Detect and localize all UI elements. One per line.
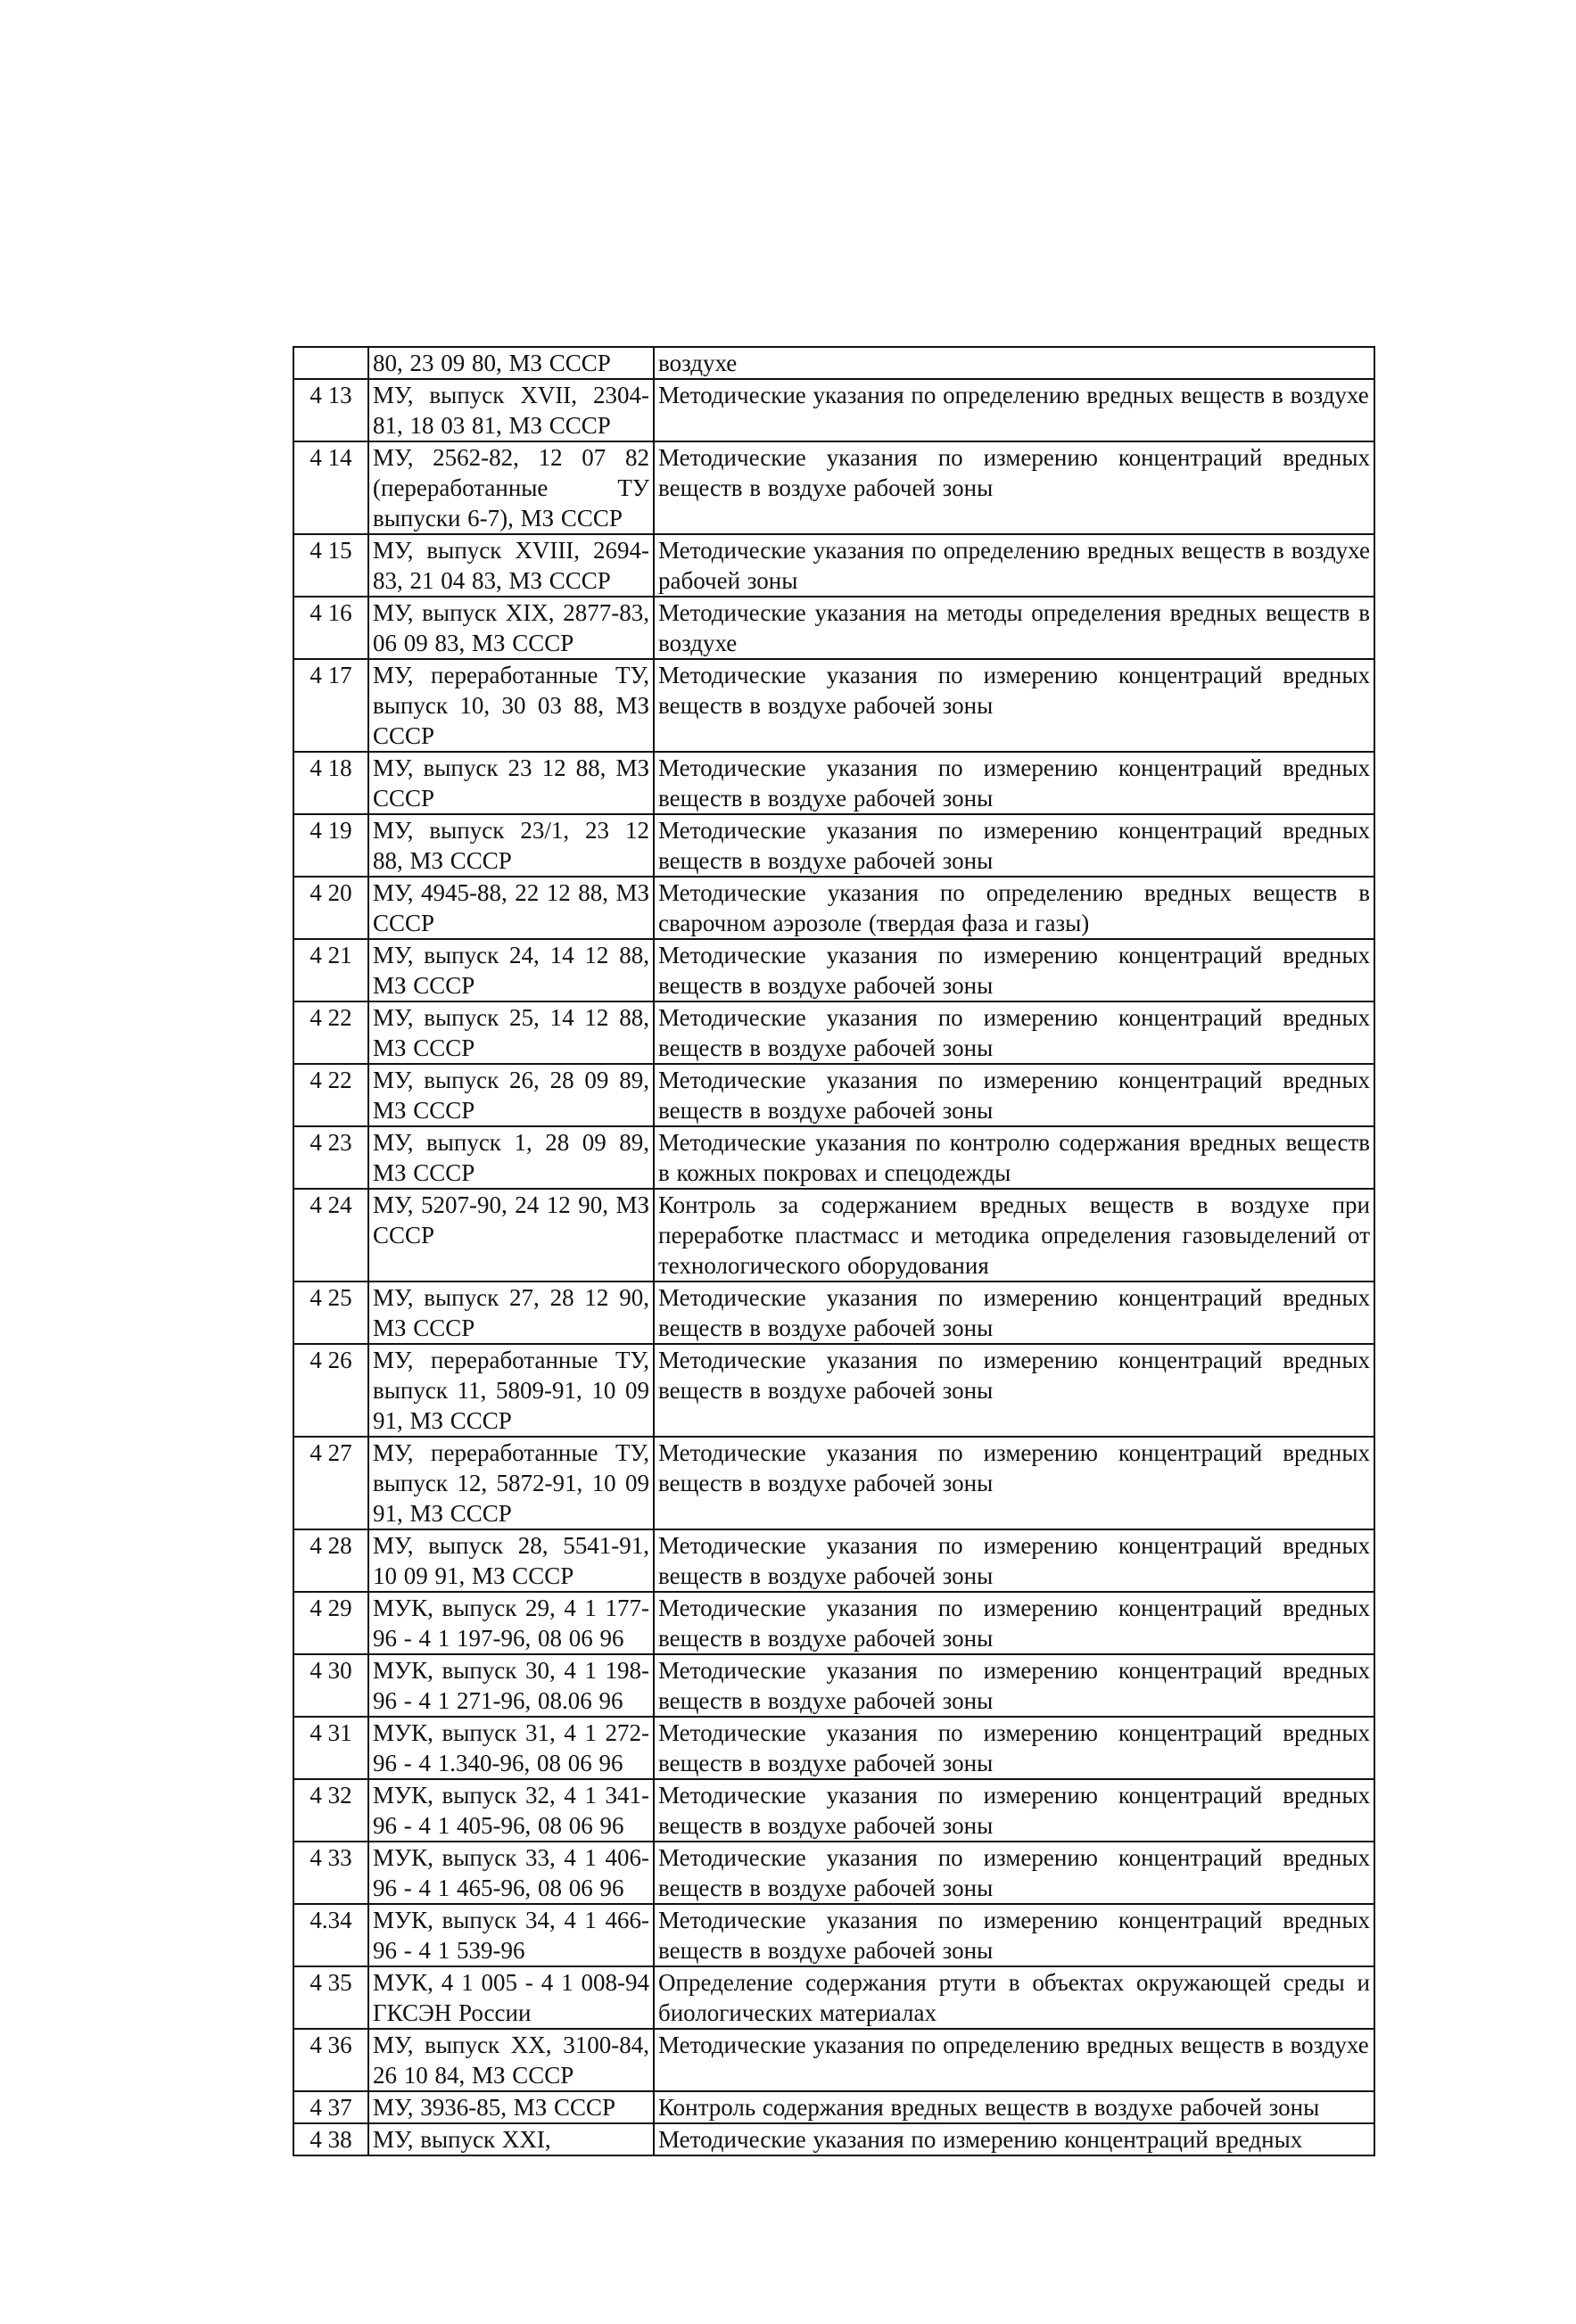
row-number: 4 23	[293, 1126, 368, 1189]
document-title: Методические указания по измерению концентраций вредных веществ в воздухе рабочей зоны	[654, 752, 1374, 814]
document-reference: МУК, выпуск 32, 4 1 341-96 - 4 1 405-96, 08 06 96	[368, 1779, 654, 1842]
row-number: 4 25	[293, 1281, 368, 1344]
table-row	[293, 1437, 1374, 1529]
table-row	[293, 1126, 1374, 1189]
document-title: Методические указания по измерению концентраций вредных	[654, 2123, 1374, 2155]
table-row	[293, 441, 1374, 534]
document-title: Определение содержания ртути в объектах окружающей среды и биологических материалах	[654, 1966, 1374, 2029]
table-row	[293, 379, 1374, 441]
document-title: Методические указания по измерению концентраций вредных веществ в воздухе рабочей зоны	[654, 1904, 1374, 1966]
row-number: 4 36	[293, 2029, 368, 2091]
document-title: Методические указания по измерению концентраций вредных веществ в воздухе рабочей зоны	[654, 1281, 1374, 1344]
table-row	[293, 1189, 1374, 1281]
row-number: 4 26	[293, 1344, 368, 1437]
document-reference: МУ, выпуск XX, 3100-84, 26 10 84, МЗ СССР	[368, 2029, 654, 2091]
row-number: 4 18	[293, 752, 368, 814]
document-title: Методические указания по измерению концентраций вредных веществ в воздухе рабочей зоны	[654, 939, 1374, 1001]
row-number: 4 22	[293, 1001, 368, 1064]
row-number: 4 31	[293, 1717, 368, 1779]
document-title: Методические указания по измерению концентраций вредных веществ в воздухе рабочей зоны	[654, 1779, 1374, 1842]
document-reference: МУ, 3936-85, МЗ СССР	[368, 2091, 654, 2123]
row-number: 4 33	[293, 1842, 368, 1904]
document-reference: МУ, выпуск XVII, 2304-81, 18 03 81, МЗ СССР	[368, 379, 654, 441]
row-number: 4 38	[293, 2123, 368, 2155]
document-title: Методические указания по измерению концентраций вредных веществ в воздухе рабочей зоны	[654, 1592, 1374, 1654]
row-number: 4 20	[293, 877, 368, 939]
document-title: Методические указания на методы определения вредных веществ в воздухе	[654, 597, 1374, 659]
table-row	[293, 1592, 1374, 1654]
table-row	[293, 814, 1374, 877]
document-reference: МУ, выпуск XIX, 2877-83, 06 09 83, МЗ СССР	[368, 597, 654, 659]
document-title: Методические указания по измерению концентраций вредных веществ в воздухе рабочей зоны	[654, 1717, 1374, 1779]
row-number	[293, 347, 368, 379]
document-reference: МУ, переработанные ТУ, выпуск 12, 5872-91, 10 09 91, МЗ СССР	[368, 1437, 654, 1529]
table-row	[293, 1281, 1374, 1344]
table-row	[293, 1842, 1374, 1904]
table-row	[293, 1654, 1374, 1717]
document-title: Методические указания по измерению концентраций вредных веществ в воздухе рабочей зоны	[654, 1842, 1374, 1904]
table-row	[293, 752, 1374, 814]
document-title: Методические указания по контролю содержания вредных веществ в кожных покровах и спецодежды	[654, 1126, 1374, 1189]
row-number: 4.34	[293, 1904, 368, 1966]
document-reference: МУК, выпуск 34, 4 1 466-96 - 4 1 539-96	[368, 1904, 654, 1966]
document-reference: МУ, переработанные ТУ, выпуск 11, 5809-91, 10 09 91, МЗ СССР	[368, 1344, 654, 1437]
row-number: 4 37	[293, 2091, 368, 2123]
document-reference: МУК, выпуск 30, 4 1 198-96 - 4 1 271-96, 08.06 96	[368, 1654, 654, 1717]
document-title: Контроль содержания вредных веществ в воздухе рабочей зоны	[654, 2091, 1374, 2123]
document-reference: МУК, выпуск 29, 4 1 177-96 - 4 1 197-96, 08 06 96	[368, 1592, 654, 1654]
document-title: Методические указания по измерению концентраций вредных веществ в воздухе рабочей зоны	[654, 1344, 1374, 1437]
document-title: Методические указания по измерению концентраций вредных веществ в воздухе рабочей зоны	[654, 1437, 1374, 1529]
row-number: 4 24	[293, 1189, 368, 1281]
table-row	[293, 1717, 1374, 1779]
table-row	[293, 1064, 1374, 1126]
document-title: Методические указания по определению вредных веществ в сварочном аэрозоле (твердая фаза и газы)	[654, 877, 1374, 939]
document-reference: МУ, 2562-82, 12 07 82 (переработанные ТУ выпуски 6-7), МЗ СССР	[368, 441, 654, 534]
document-title: Методические указания по определению вредных веществ в воздухе рабочей зоны	[654, 534, 1374, 597]
row-number: 4 16	[293, 597, 368, 659]
document-title: Методические указания по измерению концентраций вредных веществ в воздухе рабочей зоны	[654, 1529, 1374, 1592]
table-row	[293, 1779, 1374, 1842]
document-reference: МУ, выпуск XXI,	[368, 2123, 654, 2155]
document-reference: МУ, выпуск 28, 5541-91, 10 09 91, МЗ СССР	[368, 1529, 654, 1592]
row-number: 4 35	[293, 1966, 368, 2029]
document-title: Контроль за содержанием вредных веществ в воздухе при переработке пластмасс и методика определения газовыделений от технологического оборудования	[654, 1189, 1374, 1281]
table-row	[293, 1344, 1374, 1437]
table-row	[293, 347, 1374, 379]
document-reference: МУ, выпуск 27, 28 12 90, МЗ СССР	[368, 1281, 654, 1344]
table-row	[293, 2029, 1374, 2091]
table-row	[293, 1904, 1374, 1966]
row-number: 4 29	[293, 1592, 368, 1654]
table-row	[293, 1001, 1374, 1064]
document-title: Методические указания по измерению концентраций вредных веществ в воздухе рабочей зоны	[654, 814, 1374, 877]
document-reference: МУК, выпуск 31, 4 1 272-96 - 4 1.340-96, 08 06 96	[368, 1717, 654, 1779]
table-row	[293, 2091, 1374, 2123]
table-row	[293, 939, 1374, 1001]
table-row	[293, 534, 1374, 597]
row-number: 4 15	[293, 534, 368, 597]
table-row	[293, 659, 1374, 752]
document-title: Методические указания по измерению концентраций вредных веществ в воздухе рабочей зоны	[654, 1001, 1374, 1064]
document-reference: МУ, 5207-90, 24 12 90, МЗ СССР	[368, 1189, 654, 1281]
row-number: 4 32	[293, 1779, 368, 1842]
table-row	[293, 2123, 1374, 2155]
table-row	[293, 1966, 1374, 2029]
document-reference: МУК, 4 1 005 - 4 1 008-94 ГКСЭН России	[368, 1966, 654, 2029]
document-reference: МУ, выпуск 23 12 88, МЗ СССР	[368, 752, 654, 814]
reference-table-body	[293, 347, 1374, 2155]
document-title: воздухе	[654, 347, 1374, 379]
row-number: 4 19	[293, 814, 368, 877]
row-number: 4 17	[293, 659, 368, 752]
document-reference: МУ, 4945-88, 22 12 88, МЗ СССР	[368, 877, 654, 939]
document-reference: МУ, выпуск 23/1, 23 12 88, МЗ СССР	[368, 814, 654, 877]
document-reference: МУ, выпуск 24, 14 12 88, МЗ СССР	[368, 939, 654, 1001]
document-reference: МУ, выпуск 25, 14 12 88, МЗ СССР	[368, 1001, 654, 1064]
document-reference: МУ, выпуск XVIII, 2694-83, 21 04 83, МЗ СССР	[368, 534, 654, 597]
table-row	[293, 597, 1374, 659]
document-reference: МУ, переработанные ТУ, выпуск 10, 30 03 88, МЗ СССР	[368, 659, 654, 752]
document-reference: 80, 23 09 80, МЗ СССР	[368, 347, 654, 379]
row-number: 4 21	[293, 939, 368, 1001]
table-row	[293, 1529, 1374, 1592]
table-row	[293, 877, 1374, 939]
row-number: 4 30	[293, 1654, 368, 1717]
row-number: 4 14	[293, 441, 368, 534]
row-number: 4 22	[293, 1064, 368, 1126]
reference-table	[293, 346, 1375, 2156]
document-title: Методические указания по определению вредных веществ в воздухе	[654, 2029, 1374, 2091]
row-number: 4 28	[293, 1529, 368, 1592]
document-reference: МУК, выпуск 33, 4 1 406-96 - 4 1 465-96, 08 06 96	[368, 1842, 654, 1904]
document-title: Методические указания по измерению концентраций вредных веществ в воздухе рабочей зоны	[654, 441, 1374, 534]
document-reference: МУ, выпуск 1, 28 09 89, МЗ СССР	[368, 1126, 654, 1189]
row-number: 4 13	[293, 379, 368, 441]
document-title: Методические указания по определению вредных веществ в воздухе	[654, 379, 1374, 441]
row-number: 4 27	[293, 1437, 368, 1529]
document-title: Методические указания по измерению концентраций вредных веществ в воздухе рабочей зоны	[654, 1064, 1374, 1126]
document-reference: МУ, выпуск 26, 28 09 89, МЗ СССР	[368, 1064, 654, 1126]
document-title: Методические указания по измерению концентраций вредных веществ в воздухе рабочей зоны	[654, 1654, 1374, 1717]
document-title: Методические указания по измерению концентраций вредных веществ в воздухе рабочей зоны	[654, 659, 1374, 752]
